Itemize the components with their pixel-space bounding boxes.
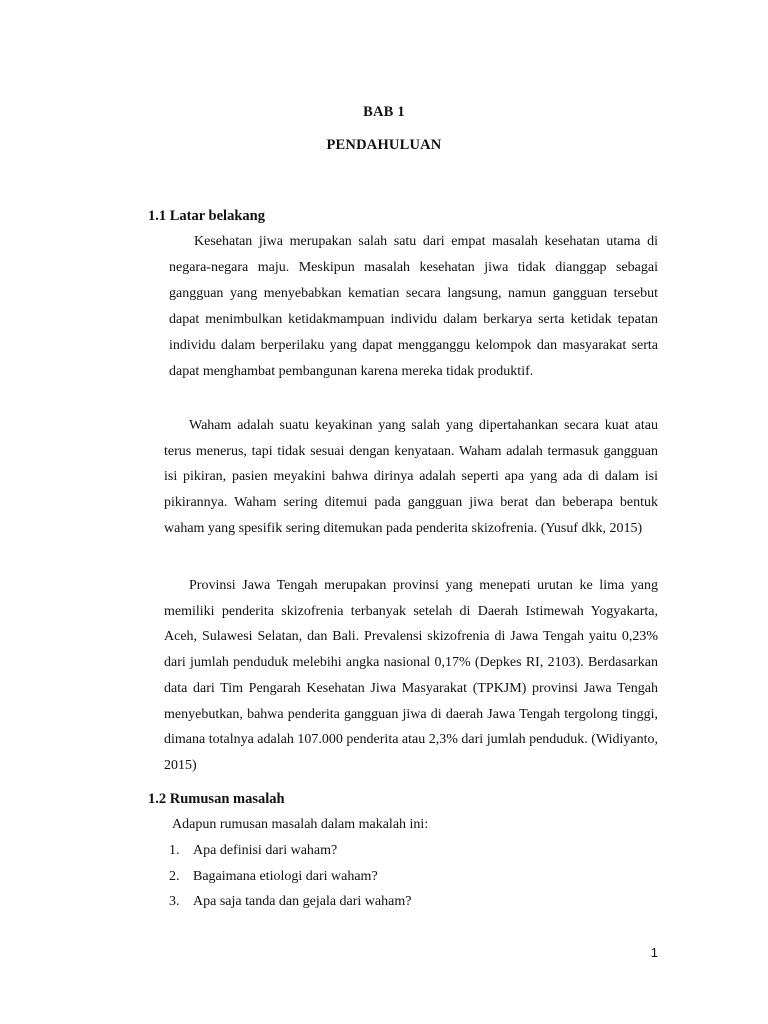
chapter-label: BAB 1 bbox=[363, 104, 405, 120]
paragraph-2 bbox=[164, 413, 658, 542]
paragraph-3-text: Provinsi Jawa Tengah merupakan provinsi yang menepati urutan ke lima yang memiliki penderita skizofrenia terbanyak setelah di Daerah Istimewah Yogyakarta, Aceh, Sulawesi Selatan, dan Bali. Prevalensi skizofrenia di Jawa Tengah yaitu 0,23% dari jumlah penduduk melebihi angka nasional 0,17% (Depkes RI, 2103). Berdasarkan data dari Tim Pengarah Kesehatan Jiwa Masyarakat (TPKJM) provinsi Jawa Tengah menyebutkan, bahwa penderita gangguan jiwa di daerah Jawa Tengah tergolong tinggi, dimana totalnya adalah 107.000 penderita atau 2,3% dari jumlah penduduk. (Widiyanto, 2015) bbox=[164, 578, 658, 773]
question-list bbox=[169, 838, 411, 915]
paragraph-1 bbox=[169, 229, 658, 385]
paragraph-3 bbox=[164, 573, 658, 779]
section-heading-rumusan-masalah: 1.2 Rumusan masalah bbox=[148, 791, 285, 807]
list-item: 3. Apa saja tanda dan gejala dari waham? bbox=[169, 894, 412, 909]
paragraph-1-text: Kesehatan jiwa merupakan salah satu dari empat masalah kesehatan utama di negara-negara maju. Meskipun masalah kesehatan jiwa tidak dianggap sebagai gangguan yang menyebabkan kematian secara langsung, namun gangguan tersebut dapat menimbulkan ketidakmampuan individu dalam berkarya serta ketidak tepatan individu dalam berperilaku yang dapat mengganggu kelompok dan masyarakat serta dapat menghambat pembangunan karena mereka tidak produktif. bbox=[169, 234, 658, 379]
list-intro: Adapun rumusan masalah dalam makalah ini: bbox=[172, 817, 429, 832]
list-item: 1. Apa definisi dari waham? bbox=[169, 843, 338, 858]
list-item: 2. Bagaimana etiologi dari waham? bbox=[169, 868, 378, 884]
chapter-title: PENDAHULUAN bbox=[326, 137, 442, 153]
section-heading-latar-belakang: 1.1 Latar belakang bbox=[148, 208, 265, 224]
paragraph-2-text: Waham adalah suatu keyakinan yang salah yang dipertahankan secara kuat atau terus menerus, tapi tidak sesuai dengan kenyataan. Waham adalah termasuk gangguan isi pikiran, pasien meyakini bahwa dirinya adalah seperti apa yang ada di dalam isi pikirannya. Waham sering ditemui pada gangguan jiwa berat dan beberapa bentuk waham yang spesifik sering ditemukan pada penderita skizofrenia. (Yusuf dkk, 2015) bbox=[164, 418, 658, 536]
page-number: 1 bbox=[650, 945, 658, 960]
